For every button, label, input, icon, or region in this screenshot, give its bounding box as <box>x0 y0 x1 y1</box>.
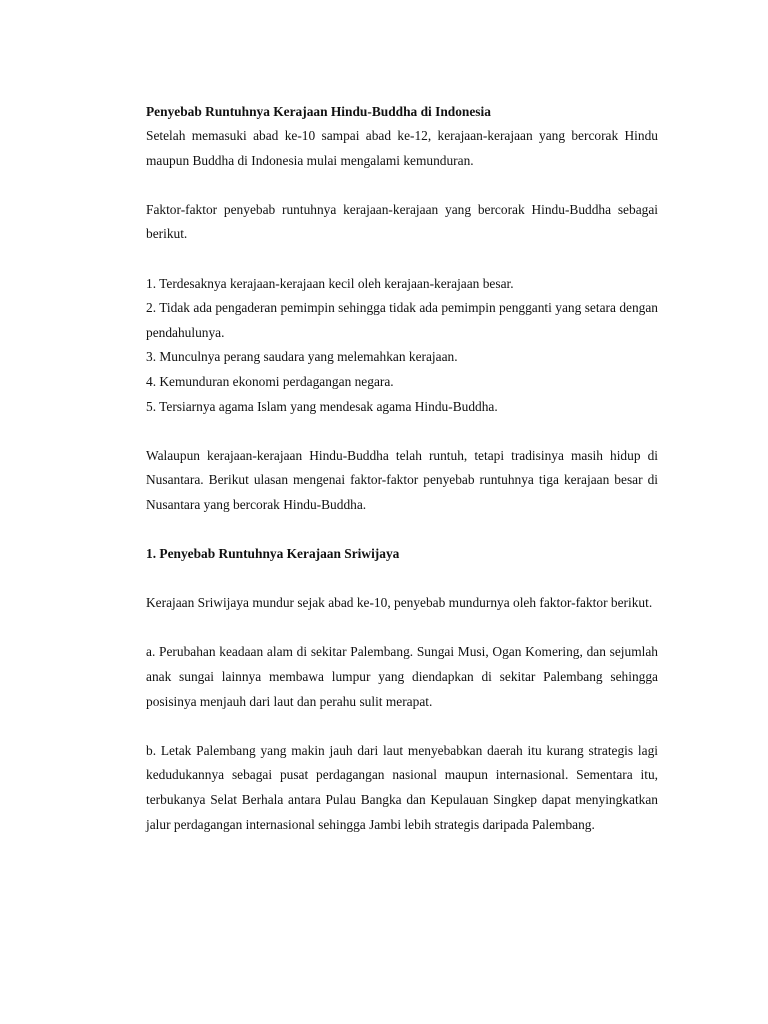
spacer <box>146 616 658 641</box>
list-item: 3. Munculnya perang saudara yang melemahkan kerajaan. <box>146 349 458 365</box>
section-intro-paragraph: Kerajaan Sriwijaya mundur sejak abad ke-10, penyebab mundurnya oleh faktor-faktor berikut. <box>146 595 653 611</box>
factors-intro-paragraph: Faktor-faktor penyebab runtuhnya kerajaan-kerajaan yang bercorak Hindu-Buddha sebagai berikut. <box>146 201 658 242</box>
factors-list <box>146 272 658 420</box>
intro-paragraph: Setelah memasuki abad ke-10 sampai abad ke-12, kerajaan-kerajaan yang bercorak Hindu maupun Buddha di Indonesia mulai mengalami kemunduran. <box>146 128 658 168</box>
list-item: 1. Terdesaknya kerajaan-kerajaan kecil oleh kerajaan-kerajaan besar. <box>146 275 514 291</box>
spacer <box>146 518 658 543</box>
list-item: 5. Tersiarnya agama Islam yang mendesak agama Hindu-Buddha. <box>146 398 498 414</box>
document-page <box>146 100 658 837</box>
spacer <box>146 567 658 592</box>
spacer <box>146 419 658 444</box>
list-item: 4. Kemunduran ekonomi perdagangan negara. <box>146 373 394 389</box>
point-a-paragraph: a. Perubahan keadaan alam di sekitar Palembang. Sungai Musi, Ogan Komering, dan sejumlah anak sungai lainnya membawa lumpur yang diendapkan di sekitar Palembang sehingga posisinya menjauh dari laut dan perahu sulit merapat. <box>146 644 658 709</box>
spacer <box>146 173 658 198</box>
transition-paragraph: Walaupun kerajaan-kerajaan Hindu-Buddha telah runtuh, tetapi tradisinya masih hidup di Nusantara. Berikut ulasan mengenai faktor-faktor penyebab runtuhnya tiga kerajaan besar di Nusantara yang bercorak Hindu-Buddha. <box>146 447 658 512</box>
spacer <box>146 714 658 739</box>
point-b-paragraph: b. Letak Palembang yang makin jauh dari laut menyebabkan daerah itu kurang strategis lagi kedudukannya sebagai pusat perdagangan nasional maupun internasional. Sementara itu, terbukanya Selat Berhala antara Pulau Bangka dan Kepulauan Singkep dapat menyingkatkan jalur perdagangan internasional sehingga Jambi lebih strategis daripada Palembang. <box>146 742 658 832</box>
document-title: Penyebab Runtuhnya Kerajaan Hindu-Buddha di Indonesia <box>146 104 491 119</box>
section-heading: 1. Penyebab Runtuhnya Kerajaan Sriwijaya <box>146 546 400 562</box>
list-item: 2. Tidak ada pengaderan pemimpin sehingga tidak ada pemimpin pengganti yang setara dengan pendahulunya. <box>146 300 658 340</box>
spacer <box>146 247 658 272</box>
